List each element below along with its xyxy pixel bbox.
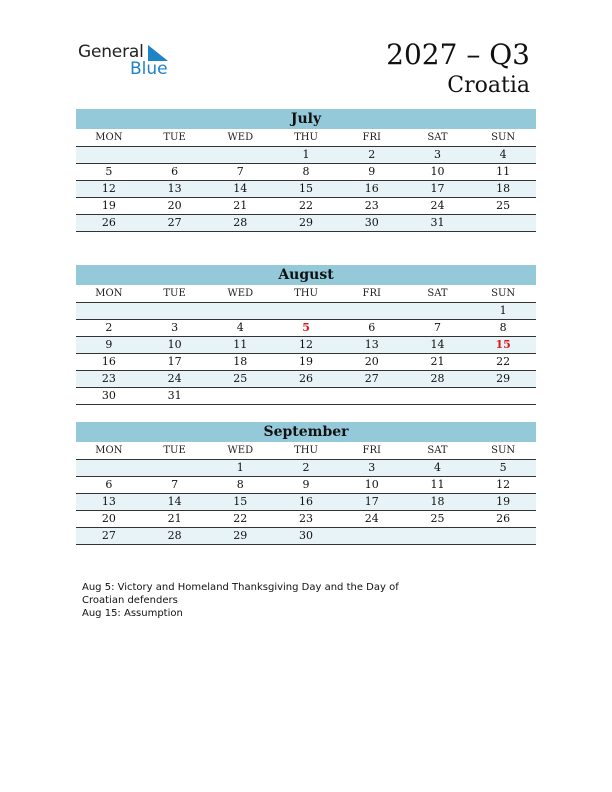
day-cell: 13 [101,495,116,508]
day-cell [142,147,208,163]
weekday-label: FRI [362,132,381,143]
holiday-note: Aug 15: Assumption [82,608,183,619]
week-row [76,215,536,232]
day-cell: 11 [233,338,248,351]
day-cell [76,460,142,476]
day-cell: 23 [299,512,314,525]
weekday-label: TUE [163,288,186,299]
week-row [76,320,536,337]
day-cell: 19 [299,355,314,368]
country-name: Croatia [447,73,530,98]
week-row [76,494,536,511]
month-title: August [76,265,536,285]
day-cell: 31 [430,216,445,229]
weekday-label: THU [294,288,318,299]
logo-text-blue: Blue [130,59,168,79]
day-cell: 24 [364,512,379,525]
day-cell: 28 [167,529,182,542]
weekday-label: FRI [362,445,381,456]
day-cell: 10 [430,165,445,178]
month-title: September [76,422,536,442]
day-cell: 26 [299,372,314,385]
week-row [76,337,536,354]
weekday-label: TUE [163,132,186,143]
day-cell: 9 [368,165,376,178]
weekday-header-row [76,442,536,460]
day-cell [470,388,536,404]
day-cell: 8 [236,478,244,491]
month-block-september [76,422,536,545]
day-cell: 16 [364,182,379,195]
day-cell: 17 [167,355,182,368]
day-cell: 20 [101,512,116,525]
day-cell [470,528,536,544]
day-cell: 19 [496,495,511,508]
month-title: July [76,109,536,129]
day-cell: 7 [433,321,441,334]
day-cell [142,303,208,319]
weekday-label: TUE [163,445,186,456]
day-cell: 8 [302,165,310,178]
logo-text-general: General [78,42,144,62]
day-cell: 13 [167,182,182,195]
day-cell: 8 [499,321,507,334]
day-cell: 25 [496,199,511,212]
day-cell [339,528,405,544]
week-row [76,354,536,371]
day-cell: 10 [364,478,379,491]
day-cell: 28 [430,372,445,385]
day-cell: 28 [233,216,248,229]
day-cell: 7 [171,478,179,491]
day-cell: 12 [299,338,314,351]
day-cell: 21 [430,355,445,368]
day-cell: 24 [167,372,182,385]
day-cell: 23 [364,199,379,212]
day-cell: 12 [101,182,116,195]
day-cell: 11 [430,478,445,491]
day-cell: 4 [236,321,244,334]
week-row [76,164,536,181]
day-cell: 29 [299,216,314,229]
week-row [76,477,536,494]
day-cell: 1 [236,461,244,474]
day-cell: 11 [496,165,511,178]
week-row [76,528,536,545]
day-cell: 15 [299,182,314,195]
holiday-note: Croatian defenders [82,595,178,606]
weekday-label: SUN [491,132,516,143]
brand-logo [78,42,178,82]
day-cell: 18 [430,495,445,508]
day-cell: 6 [171,165,179,178]
day-cell: 9 [105,338,113,351]
page-title: 2027 – Q3 [386,38,530,71]
day-cell: 27 [364,372,379,385]
day-cell: 3 [433,148,441,161]
day-cell [470,215,536,231]
day-cell [405,388,471,404]
holiday-day-cell: 15 [495,338,511,351]
day-cell: 4 [499,148,507,161]
day-cell: 5 [105,165,113,178]
day-cell: 13 [364,338,379,351]
day-cell: 27 [101,529,116,542]
day-cell: 30 [299,529,314,542]
day-cell: 29 [496,372,511,385]
day-cell: 6 [105,478,113,491]
day-cell [405,528,471,544]
day-cell: 30 [364,216,379,229]
month-block-july [76,109,536,232]
weekday-label: SAT [427,445,448,456]
day-cell: 17 [430,182,445,195]
day-cell: 27 [167,216,182,229]
week-row [76,371,536,388]
day-cell: 1 [499,304,507,317]
day-cell: 1 [302,148,310,161]
day-cell: 9 [302,478,310,491]
weekday-label: MON [95,445,123,456]
day-cell: 6 [368,321,376,334]
week-row [76,460,536,477]
weekday-label: MON [95,132,123,143]
day-cell: 10 [167,338,182,351]
day-cell: 3 [368,461,376,474]
day-cell: 2 [368,148,376,161]
day-cell: 30 [101,389,116,402]
day-cell: 14 [430,338,445,351]
weekday-header-row [76,129,536,147]
day-cell: 4 [433,461,441,474]
day-cell: 25 [430,512,445,525]
day-cell [405,303,471,319]
day-cell [273,303,339,319]
day-cell [273,388,339,404]
weekday-label: WED [227,288,254,299]
day-cell: 3 [171,321,179,334]
day-cell: 18 [496,182,511,195]
day-cell: 2 [105,321,113,334]
week-row [76,198,536,215]
weekday-label: SAT [427,288,448,299]
day-cell [339,303,405,319]
day-cell [76,303,142,319]
weekday-header-row [76,285,536,303]
day-cell: 29 [233,529,248,542]
day-cell: 26 [101,216,116,229]
day-cell [207,147,273,163]
holiday-note: Aug 5: Victory and Homeland Thanksgiving Day and the Day of [82,582,399,593]
day-cell: 21 [233,199,248,212]
weekday-label: THU [294,132,318,143]
weekday-label: WED [227,132,254,143]
day-cell: 2 [302,461,310,474]
weekday-label: MON [95,288,123,299]
day-cell: 14 [233,182,248,195]
day-cell: 20 [167,199,182,212]
day-cell: 20 [364,355,379,368]
week-row [76,303,536,320]
day-cell: 26 [496,512,511,525]
day-cell [207,303,273,319]
weekday-label: WED [227,445,254,456]
day-cell: 31 [167,389,182,402]
week-row [76,147,536,164]
day-cell: 23 [101,372,116,385]
day-cell [76,147,142,163]
day-cell: 16 [101,355,116,368]
weekday-label: SUN [491,288,516,299]
day-cell: 16 [299,495,314,508]
day-cell: 22 [233,512,248,525]
holiday-notes [82,581,402,620]
day-cell: 22 [496,355,511,368]
day-cell [142,460,208,476]
weekday-label: FRI [362,288,381,299]
month-block-august [76,265,536,405]
week-row [76,388,536,405]
day-cell [207,388,273,404]
day-cell: 5 [499,461,507,474]
weekday-label: SUN [491,445,516,456]
day-cell: 21 [167,512,182,525]
week-row [76,511,536,528]
day-cell: 17 [364,495,379,508]
day-cell: 19 [101,199,116,212]
day-cell: 18 [233,355,248,368]
day-cell: 12 [496,478,511,491]
day-cell: 25 [233,372,248,385]
week-row [76,181,536,198]
weekday-label: SAT [427,132,448,143]
day-cell [339,388,405,404]
day-cell: 24 [430,199,445,212]
holiday-day-cell: 5 [302,321,310,334]
day-cell: 15 [233,495,248,508]
day-cell: 7 [236,165,244,178]
day-cell: 14 [167,495,182,508]
weekday-label: THU [294,445,318,456]
day-cell: 22 [299,199,314,212]
